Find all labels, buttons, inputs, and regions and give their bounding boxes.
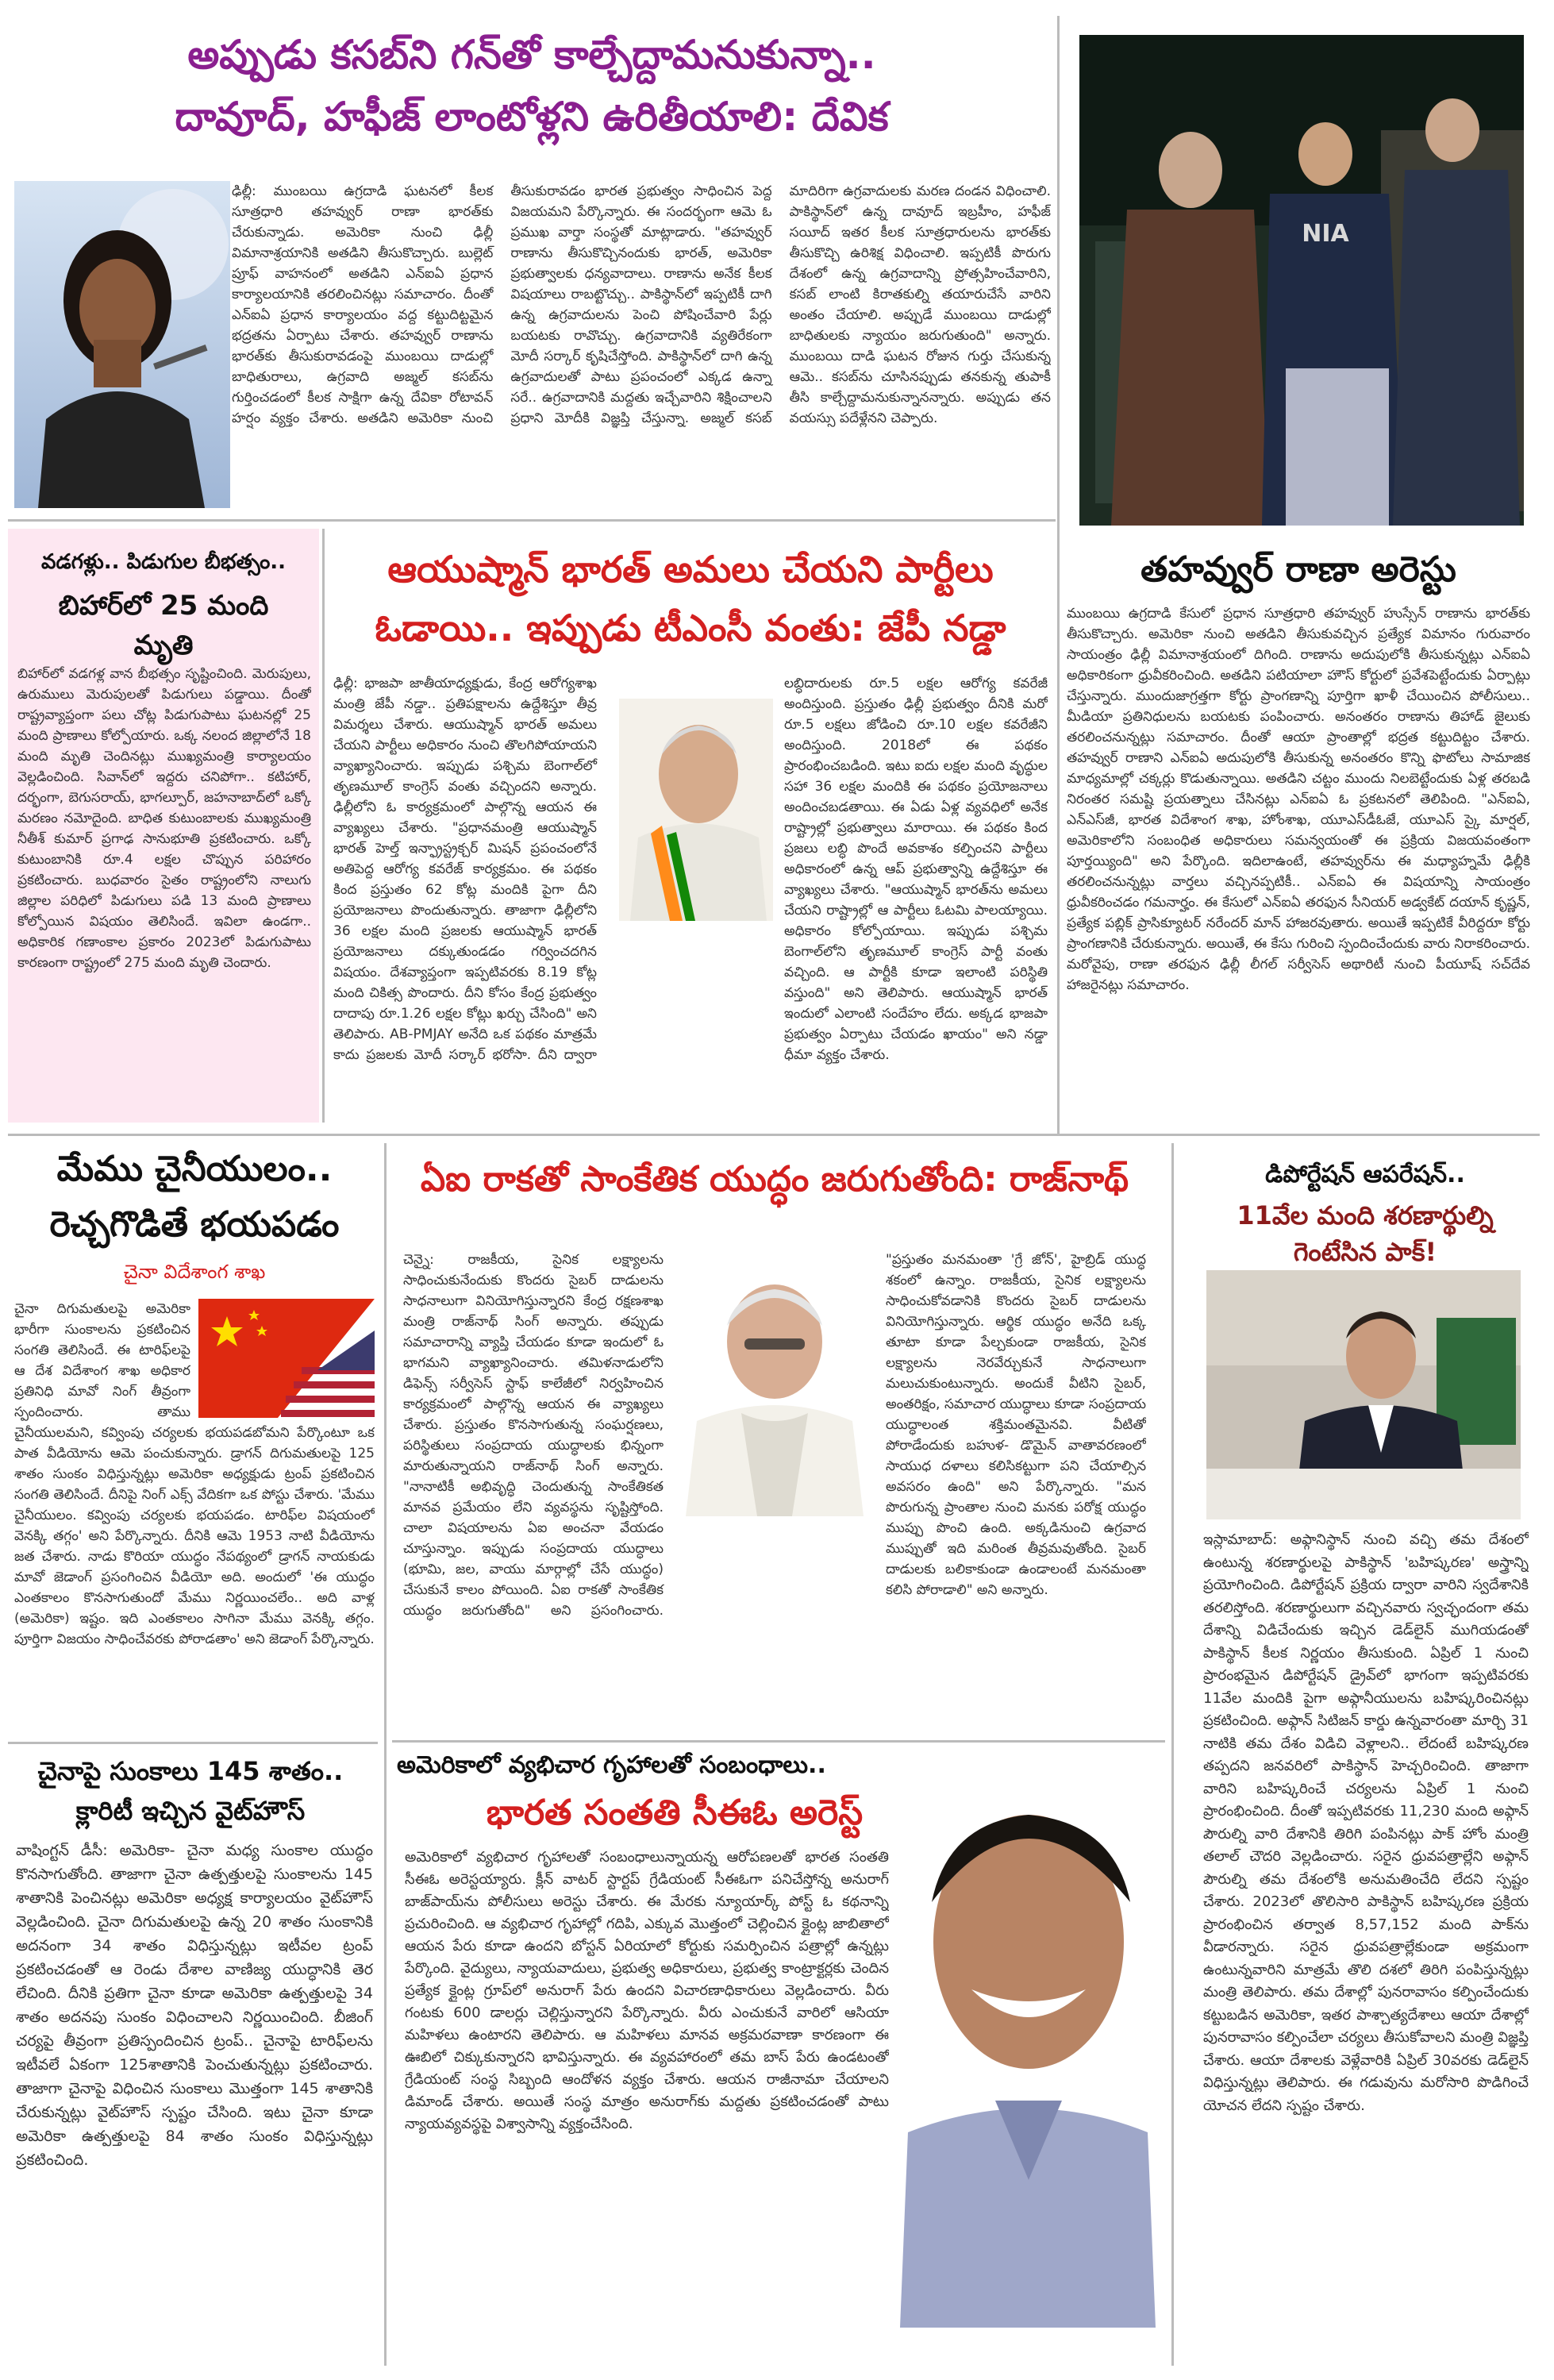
devika-photo [14, 181, 230, 508]
china-flag-float-spacer [190, 1299, 375, 1423]
divider-rajnath-bottom [392, 1740, 1165, 1743]
divider-rajnath-right [1171, 1143, 1174, 2366]
top-story-headline [16, 24, 1048, 148]
anurag-photo [900, 1751, 1156, 2328]
divider-top-right [1057, 16, 1060, 1135]
china-story-headline-line1: మేము చైనీయులం.. [56, 1149, 333, 1189]
bihar-story-headline-line1: బిహార్‌లో 25 మంది [58, 590, 269, 622]
pak-minister-photo [1206, 1270, 1521, 1519]
tariff-story-headline [16, 1751, 365, 1831]
pak-story-headline-line2: గెంటేసిన పాక్! [1293, 1237, 1437, 1267]
tariff-story-headline-line2: క్లారిటీ ఇచ్చిన వైట్‌హౌస్ [75, 1796, 306, 1826]
nadda-story-body: ఢిల్లీ: భాజపా జాతీయాధ్యక్షుడు, కేంద్ర ఆరోగ్యశాఖ మంత్రి జేపీ నడ్డా.. ప్రతిపక్షాలను ఉద్దేశిస్తూ తీవ్ర విమర్శలు చేశారు. ఆయుష్మాన్ భారత్ అమలు చేయని పార్టీలు అధికారం నుంచి తొలగిపోయాయని వ్యాఖ్యానించారు. ఇప్పుడు పశ్చిమ బెంగాల్‌లో తృణమూల్ కాంగ్రెస్ వంతు వచ్చిందని అన్నారు. ఢిల్లీలోని ఓ కార్యక్రమంలో పాల్గొన్న ఆయన ఈ వ్యాఖ్యలు చేశారు. "ప్రధానమంత్రి ఆయుష్మాన్ భారత్ హెల్త్ ఇన్ఫ్రాస్ట్రక్చర్ మిషన్ ప్రపంచంలోనే అతిపెద్ద ఆరోగ్య కవరేజ్ కార్యక్రమం. ఈ పథకం కింద ప్రస్తుతం 62 కోట్ల మందికి పైగా దీని ప్రయోజనాలు పొందుతున్నారు. తాజాగా ఢిల్లీలోని 36 లక్షల మంది ప్రజలకు ఆయుష్మాన్ భారత్ ప్రయోజనాలు దక్కుతుండడం గర్వించదగిన విషయం. దేశవ్యాప్తంగా ఇప్పటివరకు 8.19 కోట్ల మంది చికిత్స పొందారు. దీని కోసం కేంద్ర ప్రభుత్వం దాదాపు రూ.1.26 లక్షల కోట్లు ఖర్చు చేసింది" అని తెలిపారు. AB-PMJAY అనేది ఒక పథకం మాత్రమే కాదు ప్రజలకు మోదీ సర్కార్ భరోసా. దీని ద్వారా లబ్ధిదారులకు రూ.5 లక్షల ఆరోగ్య కవరేజీ అందిస్తుంది. ప్రస్తుతం ఢిల్లీ ప్రభుత్వం దీనికి మరో రూ.5 లక్షలు జోడించి రూ.10 లక్షల కవరేజీని అందిస్తుంది. 2018లో ఈ పథకం ప్రారంభించబడింది. ఇటు ఐదు లక్షల మంది వృద్ధుల సహా 36 లక్షల మందికి ఈ పథకం ప్రయోజనాలు అందించబడతాయి. ఈ ఏడు ఏళ్ల వ్యవధిలో అనేక రాష్ట్రాల్లో ప్రభుత్వాలు మారాయి. ఈ పథకం కింద ప్రజలు లబ్ధి పొందే అవకాశం కల్పించని పార్టీలు అధికారంలో ఉన్న ఆప్ ప్రభుత్వాన్ని ఉద్దేశిస్తూ ఈ వ్యాఖ్యలు చేశారు. "ఆయుష్మాన్ భారత్‌ను అమలు చేయని రాష్ట్రాల్లో ఆ పార్టీలు ఓటమి పాలయ్యాయి. అధికారం కోల్పోయాయి. ఇప్పుడు పశ్చిమ బెంగాల్‌లోని తృణమూల్ కాంగ్రెస్ పార్టీ వంతు వచ్చింది. ఆ పార్టీకి కూడా ఇలాంటి పరిస్థితి వస్తుంది" అని తెలిపారు. ఆయుష్మాన్ భారత్ ఇందులో ఎలాంటి సందేహం లేదు. అక్కడ భాజపా ప్రభుత్వం ఏర్పాటు చేయడం ఖాయం" అని నడ్డా ధీమా వ్యక్తం చేశారు. [333, 676, 1048, 1063]
pak-story-headline-line1: 11వేల మంది శరణార్థుల్ని [1237, 1200, 1494, 1230]
nadda-story-headline-line2: ఓడాయి.. ఇప్పుడు టీఎంసీ వంతు: జేపీ నడ్డా [375, 607, 1006, 649]
top-story-body: ఢిల్లీ: ముంబయి ఉగ్రదాడి ఘటనలో కీలక సూత్రధారి తహవ్వుర్ రాణా భారత్‌కు చేరుకున్నాడు. అమెరికా నుంచి ఢిల్లీ విమానాశ్రయానికి అతడిని తీసుకొచ్చారు. బుల్లెట్ ప్రూఫ్ వాహనంలో అతడిని ఎన్ఐఏ ప్రధాన కార్యాలయానికి తరలించినట్లు సమాచారం. దీంతో ఎన్ఐఏ ప్రధాన కార్యాలయం వద్ద కట్టుదిట్టమైన భద్రతను ఏర్పాటు చేశారు. తహవ్వుర్ రాణాను భారత్‌కు తీసుకురావడంపై ముంబయి దాడుల్లో బాధితురాలు, ఉగ్రవాది అజ్మల్ కసబ్‌ను గుర్తించడంలో కీలక సాక్షిగా ఉన్న దేవికా రోటావన్ హర్షం వ్యక్తం చేశారు. అతడిని అమెరికా నుంచి తీసుకురావడం భారత ప్రభుత్వం సాధించిన పెద్ద విజయమని పేర్కొన్నారు. ఈ సందర్భంగా ఆమె ఓ ప్రముఖ వార్తా సంస్థతో మాట్లాడారు. "తహవ్వుర్ రాణాను తీసుకొచ్చినందుకు భారత్, అమెరికా ప్రభుత్వాలకు ధన్యవాదాలు. రాణాను అనేక కీలక విషయాలు రాబట్టొచ్చు.. పాకిస్థాన్‌లో ఇప్పటికీ దాగి ఉన్న ఉగ్రవాదులను పెంచి పోషించేవారి పేర్లు బయటకు రావొచ్చు. ఉగ్రవాదానికి వ్యతిరేకంగా మోదీ సర్కార్ కృషిచేస్తోంది. పాకిస్థాన్‌లో దాగి ఉన్న ఉగ్రవాదులతో పాటు ప్రపంచంలో ఎక్కడ ఉన్నా సరే.. ఉగ్రవాదానికి మద్దతు ఇచ్చేవారిని శిక్షించాలని ప్రధాని మోదీకి విజ్ఞప్తి చేస్తున్నా. అజ్మల్ కసబ్ మాదిరిగా ఉగ్రవాదులకు మరణ దండన విధించాలి. పాకిస్థాన్‌లో ఉన్న దావూద్ ఇబ్రహీం, హఫీజ్ సయీద్ ఇతర కీలక సూత్రధారులను భారత్‌కు తీసుకొచ్చి ఉరిశిక్ష విధించాలి. ఇప్పటికీ పొరుగు దేశంలో ఉన్న ఉగ్రవాదాన్ని ప్రోత్సహించేవారిని, కసబ్ లాంటి కిరాతకుల్ని తయారుచేసే వారిని అంతం చేయాలి. అప్పుడే ముంబయి దాడుల్లో బాధితులకు న్యాయం జరుగుతుంది" అన్నారు. ముంబయి దాడి ఘటన రోజున గుర్తు చేసుకున్న ఆమె.. కసబ్‌ను చూసినప్పుడు తనకున్న తుపాకీ తీసి కాల్చేద్దామనుకున్నానన్నారు. అప్పుడు తన వయస్సు పదేళ్లేనని చెప్పారు. [232, 183, 1051, 426]
pak-story-kicker: డిపోర్టేషన్ ఆపరేషన్.. [1265, 1161, 1465, 1188]
china-story-body-flow: చైనా దిగుమతులపై అమెరికా భారీగా సుంకాలను ప్రకటించిన సంగతి తెలిసిందే. ఈ టారిఫ్‌లపై ఆ దేశ విదేశాంగ శాఖ అధికార ప్రతినిధి మావో నింగ్ తీవ్రంగా స్పందించారు. తాము చైనీయులమని, కవ్వింపు చర్యలకు భయపడబోమని పేర్కొంటూ ఒక పాత వీడియోను ఆమె పంచుకున్నారు. డ్రాగన్ దిగుమతులపై 125 శాతం సుంకం విధిస్తున్నట్లు అమెరికా అధ్యక్షుడు ట్రంప్ ప్రకటించిన సంగతి తెలిసిందే. దీనిపై నింగ్ ఎక్స్ వేదికగా ఒక పోస్టు చేశారు. 'మేము చైనీయులం. కవ్వింపు చర్యలకు భయపడం. టారిఫ్‌ల విషయంలో వెనక్కి తగ్గం' అని పేర్కొన్నారు. దీనికి ఆమె 1953 నాటి వీడియోను జత చేశారు. నాడు కొరియా యుద్ధం నేపథ్యంలో డ్రాగన్ నాయకుడు మావో జెడాంగ్ ప్రసంగించిన వీడియో అది. అందులో 'ఈ యుద్ధం ఎంతకాలం కొనసాగుతుందో మేము నిర్ణయించలేం.. అది వాళ్ల (అమెరికా) ఇష్టం. ఇది ఎంతకాలం సాగినా మేము వెనక్కి తగ్గం. పూర్తిగా విజయం సాధించేవరకు పోరాడతాం' అని జెడాంగ్ పేర్కొన్నారు. [14, 1299, 375, 1743]
pak-story-headline [1191, 1197, 1540, 1270]
rajnath-photo [678, 1254, 871, 1516]
china-story-kicker: చైనా విదేశాంగ శాఖ [123, 1261, 266, 1283]
tariff-story-body: వాషింగ్టన్ డీసీ: అమెరికా- చైనా మధ్య సుంకాల యుద్ధం కొనసాగుతోంది. తాజాగా చైనా ఉత్పత్తులపై సుంకాలను 145 శాతానికి పెంచినట్లు అమెరికా అధ్యక్ష కార్యాలయం వైట్‌హౌస్ వెల్లడించింది. చైనా దిగుమతులపై ఉన్న 20 శాతం సుంకానికి అదనంగా 34 శాతం విధిస్తున్నట్లు ఇటీవల ట్రంప్ ప్రకటించడంతో ఆ రెండు దేశాల వాణిజ్య యుద్ధానికి తెర లేచింది. దీనికి ప్రతిగా చైనా కూడా అమెరికా ఉత్పత్తులపై 34 శాతం అదనపు సుంకం విధించాలని నిర్ణయించింది. బీజింగ్ చర్యపై తీవ్రంగా ప్రతిస్పందించిన ట్రంప్.. చైనాపై టారిఫ్‌లను ఇటీవలే ఏకంగా 125శాతానికి పెంచుతున్నట్లు ప్రకటించారు. తాజాగా చైనాపై విధించిన సుంకాలు మొత్తంగా 145 శాతానికి చేరుకున్నట్లు వైట్‌హౌస్ స్పష్టం చేసింది. ఇటు చైనా కూడా అమెరికా ఉత్పత్తులపై 84 శాతం సుంకం విధిస్తున్నట్లు ప్రకటించింది. [16, 1842, 373, 2169]
rana-story-body: ముంబయి ఉగ్రదాడి కేసులో ప్రధాన సూత్రధారి తహవ్వుర్ హుస్సేన్ రాణాను భారత్‌కు తీసుకొచ్చారు. అమెరికా నుంచి అతడిని తీసుకువచ్చిన ప్రత్యేక విమానం గురువారం సాయంత్రం ఢిల్లీ విమానాశ్రయంలో దిగింది. రాణాను అదుపులోకి తీసుకున్నట్లు ఎన్ఐఏ అధికారికంగా ధ్రువీకరించింది. అతడిని పటియాలా హౌస్ కోర్టులో ప్రవేశపెట్టేందుకు ఏర్పాట్లు చేస్తున్నారు. ముందుజాగ్రత్తగా కోర్టు ప్రాంగణాన్ని పూర్తిగా ఖాళీ చేయించిన పోలీసులు.. మీడియా ప్రతినిధులను బయటకు పంపించారు. అనంతరం రాణాను తిహాడ్ జైలుకు తరలించనున్నట్లు సమాచారం. దీంతో ఆయా ప్రాంతాల్లో భద్రత కట్టుదిట్టం చేశారు. తహవ్వుర్ రాణాని ఎన్ఐఏ అదుపులోకి తీసుకున్న అనంతరం కొన్ని ఫొటోలు సామాజిక మాధ్యమాల్లో చక్కర్లు కొడుతున్నాయి. అతడిని చట్టం ముందు నిలబెట్టేందుకు ఏళ్ల తరబడి నిరంతర సమష్టి ప్రయత్నాలు చేసినట్లు ఎన్ఐఏ ఓ ప్రకటనలో తెలిపింది. "ఎన్ఐఏ, ఎన్ఎస్‌జీ, భారత విదేశాంగ శాఖ, హోంశాఖ, యూఎస్‌డీఓజే, యూఎస్ స్కై మార్షల్, అమెరికాలోని సంబంధిత అధికారులు సమన్వయంతో ఈ ప్రక్రియ విజయవంతంగా పూర్తయ్యింది" అని పేర్కొంది. ఇదిలాఉంటే, తహవ్వుర్‌ను ఈ మధ్యాహ్నమే ఢిల్లీకి తరలించనున్నట్లు వార్తలు వచ్చినప్పటికీ.. ఎన్ఐఏ ఈ విషయాన్ని సాయంత్రం ధ్రువీకరించడం గమనార్హం. ఈ కేసులో ఎన్ఐఏ తరఫున సీనియర్ అడ్వకేట్ దయాన్ కృష్ణన్, ప్రత్యేక పబ్లిక్ ప్రాసిక్యూటర్ నరేందర్ మాన్ హాజరవుతారు. అయితే ఇప్పటికే వీరిద్దరూ కోర్టు ప్రాంగణానికి చేరుకున్నారు. అయితే, ఈ కేసు గురించి స్పందించేందుకు వారు నిరాకరించారు. మరోవైపు, రాణా తరఫున ఢిల్లీ లీగల్ సర్వీసెస్ అథారిటీ నుంచి పీయూష్ సచ్‌దేవ హాజరైనట్లు సమాచారం. [1067, 606, 1530, 993]
bihar-story-headline-line2: మృతి [133, 630, 194, 661]
china-story-headline-line2: రెచ్చగొడితే భయపడం [49, 1204, 340, 1245]
rajnath-story-headline: ఏఐ రాకతో సాంకేతిక యుద్ధం జరుగుతోంది: రాజ్‌నాథ్ [420, 1159, 1129, 1200]
top-story-headline-line1: అప్పుడు కసబ్‌ని గన్‌తో కాల్చేద్దామనుకున్నా.. [187, 32, 876, 78]
divider-bihar-right [322, 529, 325, 1123]
divider-china-right [384, 1143, 387, 2366]
nia-vest-text: NIA [1302, 220, 1349, 248]
rana-arrest-photo [1079, 35, 1524, 526]
brothel-story-headline: భారత సంతతి సీఈఓ అరెస్ట్ [486, 1793, 864, 1833]
pak-story-body: ఇస్లామాబాద్: అఫ్గానిస్థాన్ నుంచి వచ్చి తమ దేశంలో ఉంటున్న శరణార్థులపై పాకిస్థాన్ 'బహిష్కరణ' అస్త్రాన్ని ప్రయోగించింది. డిపోర్టేషన్ ప్రక్రియ ద్వారా వారిని స్వదేశానికి తరలిస్తోంది. శరణార్థులుగా వచ్చినవారు స్వచ్ఛందంగా తమ దేశాన్ని విడిచేందుకు ఇచ్చిన డెడ్‌లైన్ ముగియడంతో పాకిస్థాన్ కీలక నిర్ణయం తీసుకుంది. ఏప్రిల్ 1 నుంచి ప్రారంభమైన డిపోర్టేషన్ డ్రైవ్‌లో భాగంగా ఇప్పటివరకు 11వేల మందికి పైగా అఫ్గానీయులను బహిష్కరించినట్లు ప్రకటించింది. అఫ్గాన్ సిటిజన్ కార్డు ఉన్నవారంతా మార్చి 31 నాటికి తమ దేశం విడిచి వెళ్లాలని.. లేదంటే బహిష్కరణ తప్పదని జనవరిలో పాకిస్థాన్ హెచ్చరించింది. తాజాగా వారిని బహిష్కరించే చర్యలను ఏప్రిల్ 1 నుంచి ప్రారంభించింది. దీంతో ఇప్పటివరకు 11,230 మంది అఫ్గాన్ పౌరుల్ని వారి దేశానికి తిరిగి పంపినట్లు పాక్ హోం మంత్రి తలాల్ చౌదరి వెల్లడించారు. సరైన ధ్రువపత్రాల్లేని అఫ్గాన్ పౌరుల్ని తమ దేశంలోకి అనుమతించేది లేదని స్పష్టం చేశారు. 2023లో తొలిసారి పాకిస్థాన్ బహిష్కరణ ప్రక్రియ ప్రారంభించిన తర్వాత 8,57,152 మంది పాక్‌ను వీడారన్నారు. సరైన ధ్రువపత్రాల్లేకుండా అక్రమంగా ఉంటున్నవారిని మాత్రమే తొలి దశలో తిరిగి పంపిస్తున్నట్లు మంత్రి తెలిపారు. తమ దేశాల్లో పునరావాసం కల్పించేందుకు కట్టుబడిన అమెరికా, ఇతర పాశ్చాత్యదేశాలు ఆయా దేశాల్లో పునరావాసం కల్పించేలా చర్యలు తీసుకోవాలని మంత్రి విజ్ఞప్తి చేశారు. ఆయా దేశాలకు వెళ్లేవారికి ఏప్రిల్ 30వరకు డెడ్‌లైన్ విధిస్తున్నట్లు తెలిపారు. ఈ గడువును మరోసారి పొడిగించే యోచన లేదని స్పష్టం చేశారు. [1203, 1531, 1529, 2114]
divider-band2 [8, 1134, 1540, 1136]
bihar-story-kicker: వడగళ్లు.. పిడుగుల బీభత్సం.. [40, 550, 287, 574]
rajnath-story-body: చెన్నై: రాజకీయ, సైనిక లక్ష్యాలను సాధించుకునేందుకు కొందరు సైబర్ దాడులను సాధనాలుగా వినియోగిస్తున్నారని కేంద్ర రక్షణశాఖ మంత్రి రాజ్‌నాథ్ సింగ్ అన్నారు. తప్పుడు సమాచారాన్ని వ్యాప్తి చేయడం కూడా ఇందులో ఓ భాగమని వ్యాఖ్యానించారు. తమిళనాడులోని డిఫెన్స్ సర్వీసెస్ స్టాఫ్ కాలేజీలో నిర్వహించిన కార్యక్రమంలో పాల్గొన్న ఆయన ఈ వ్యాఖ్యలు చేశారు. ప్రస్తుతం కొనసాగుతున్న సంఘర్షణలు, పరిస్థితులు సంప్రదాయ యుద్ధాలకు భిన్నంగా మారుతున్నాయని రాజ్‌నాథ్ సింగ్ అన్నారు. "నానాటికీ అభివృద్ధి చెందుతున్న సాంకేతికత మానవ ప్రమేయం లేని వ్యవస్థను సృష్టిస్తోంది. చాలా విషయాలను ఏఐ అంచనా వేయడం చూస్తున్నాం. ఇప్పుడు సంప్రదాయ యుద్ధాలు (భూమి, జల, వాయు మార్గాల్లో చేసే యుద్ధం) చేసుకునే కాలం పోయింది. ఏఐ రాకతో సాంకేతిక యుద్ధం జరుగుతోంది" అని ప్రసంగించారు. "ప్రస్తుతం మనమంతా 'గ్రే జోన్', హైబ్రిడ్ యుద్ధ శకంలో ఉన్నాం. రాజకీయ, సైనిక లక్ష్యాలను సాధించుకోవడానికి కొందరు సైబర్ దాడులను వినియోగిస్తున్నారు. ఆర్థిక యుద్ధం అనేది ఒక్క తూటా కూడా పేల్చకుండా రాజకీయ, సైనిక లక్ష్యాలను నెరవేర్చుకునే సాధనాలుగా మలుచుకుంటున్నారు. అందుకే వీటిని సైబర్, అంతరిక్షం, సమాచార యుద్ధాలు కూడా సంప్రదాయ యుద్ధాలంత శక్తిమంతమైనవి. వీటితో పోరాడేందుకు బహుళ- డొమైన్ వాతావరణంలో సాయుధ దళాలు కలిసికట్టుగా పని చేయాల్సిన అవసరం ఉంది" అని పేర్కొన్నారు. "మన పొరుగున్న ప్రాంతాల నుంచి మనకు పరోక్ష యుద్ధం ముప్పు పొంచి ఉంది. అక్కడినుంచి ఉగ్రవాద ముప్పుతో ఇది మరింత తీవ్రమవుతోంది. సైబర్ దాడులకు బలికాకుండా ఉండాలంటే మనమంతా కలిసి పోరాడాలి" అని అన్నారు. [403, 1252, 1146, 1619]
nadda-story-headline-line1: ఆయుష్మాన్ భారత్ అమలు చేయని పార్టీలు [387, 548, 994, 591]
bihar-story-headline [16, 586, 311, 665]
tariff-story-headline-line1: చైనాపై సుంకాలు 145 శాతం.. [37, 1756, 344, 1786]
bihar-story-body: బిహార్‌లో వడగళ్ల వాన బీభత్సం సృష్టించింది. మెరుపులు, ఉరుములు మెరుపులతో పిడుగులు పడ్డాయి. దీంతో రాష్ట్రవ్యాప్తంగా పలు చోట్ల పిడుగుపాటు ఘటనల్లో 25 మంది ప్రాణాలు కోల్పోయారు. ఒక్క నలంద జిల్లాలోనే 18 మంది మృతి చెందినట్లు ముఖ్యమంత్రి కార్యాలయం వెల్లడించింది. సివాన్‌లో ఇద్దరు చనిపోగా.. కటిహార్, దర్భంగా, బెగుసరాయ్, భాగల్పూర్, జహనాబాద్‌లో ఒక్కో మరణం నమోదైంది. బాధిత కుటుంబాలకు ముఖ్యమంత్రి నీతీశ్ కుమార్ ప్రగాఢ సానుభూతి ప్రకటించారు. ఒక్కో కుటుంబానికి రూ.4 లక్షల చొప్పున పరిహారం ప్రకటించారు. బుధవారం సైతం రాష్ట్రంలోని నాలుగు జిల్లాల పరిధిలో పిడుగులు పడి 13 మంది ప్రాణాలు కోల్పోయిన విషయం తెలిసిందే. ఇవిలా ఉండగా.. అధికారిక గణాంకాల ప్రకారం 2023లో పిడుగుపాటు కారణంగా రాష్ట్రంలో 275 మంది మృతి చెందారు. [17, 666, 311, 971]
nadda-story-headline [333, 540, 1048, 657]
nadda-photo [619, 699, 773, 921]
brothel-story-kicker: అమెరికాలో వ్యభిచార గృహాలతో సంబంధాలు.. [397, 1751, 826, 1779]
divider-band1 [8, 519, 1056, 522]
top-story-headline-line2: దావూద్, హఫీజ్ లాంటోళ్లని ఉరితీయాలి: దేవిక [175, 94, 889, 140]
china-story-headline [8, 1142, 381, 1253]
brothel-story-body: అమెరికాలో వ్యభిచార గృహాలతో సంబంధాలున్నాయన్న ఆరోపణలతో భారత సంతతి సీఈఓ అరెస్టయ్యారు. క్లీన్ వాటర్ స్టార్టప్ గ్రేడియంట్ సీఈఓగా పనిచేస్తోన్న అనురాగ్ బాజ్‌పాయ్‌ను పోలీసులు అరెస్టు చేశారు. ఈ మేరకు న్యూయార్క్ పోస్ట్ ఓ కథనాన్ని ప్రచురించింది. ఆ వ్యభిచార గృహాల్లో గదిపి, ఎక్కువ మొత్తంలో చెల్లించిన క్లైంట్ల జాబితాలో ఆయన పేరు కూడా ఉందని బోస్టన్ ఏరియాలో కోర్టుకు సమర్పించిన పత్రాల్లో ఉన్నట్లు పేర్కొంది. వైద్యులు, న్యాయవాదులు, ప్రభుత్వ అధికారులు, ప్రభుత్వ కాంట్రాక్టర్లకు చెందిన ప్రత్యేక క్లైంట్ల గ్రూప్‌లో అనురాగ్ పేరు ఉందని విచారణాధికారులు వెల్లడించారు. వీరు గంటకు 600 డాలర్లు చెల్లిస్తున్నారని పేర్కొన్నారు. వీరు ఎంచుకునే వారిలో ఆసియా మహిళలు ఉంటారని తెలిపారు. ఆ మహిళలు మానవ అక్రమరవాణా కారణంగా ఈ ఊబిలో చిక్కుకున్నారని భావిస్తున్నారు. ఈ వ్యవహారంలో తమ బాస్ పేరు ఉండటంతో గ్రేడియంట్ సంస్థ సిబ్బంది ఆందోళన వ్యక్తం చేశారు. ఆయన రాజీనామా చేయాలని డిమాండ్ చేశారు. అయితే సంస్థ మాత్రం అనురాగ్‌కు మద్దతు ప్రకటించడంతో పాటు న్యాయవ్యవస్థపై విశ్వాసాన్ని వ్యక్తంచేసింది. [405, 1849, 889, 2132]
rana-story-headline: తహవ్వుర్ రాణా అరెస్టు [1140, 549, 1456, 590]
divider-china-tariff [8, 1742, 378, 1744]
